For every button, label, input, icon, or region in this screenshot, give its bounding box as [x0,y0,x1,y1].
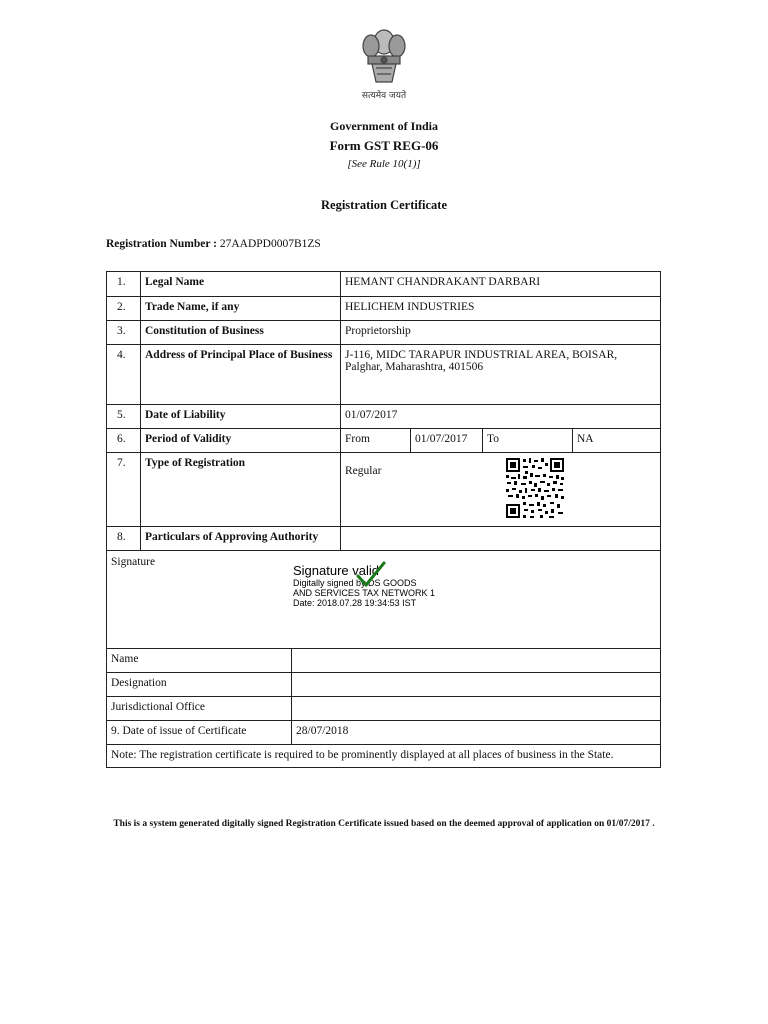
table-row-name [107,648,660,672]
government-heading: Government of India [330,119,438,133]
approving-authority-value [341,527,660,550]
row-number: 4. [107,345,141,404]
validity-from-value: 01/07/2017 [411,429,483,452]
address-line-1: J-116, MIDC TARAPUR INDUSTRIAL AREA, BOISAR, [345,349,618,361]
certificate-table [106,271,661,768]
validity-from-label: From [341,429,411,452]
table-row-address [107,344,660,404]
jurisdictional-office-value [292,697,660,720]
qr-code-icon [505,457,565,519]
table-row-legal-name [107,272,660,296]
registration-type: Regular [345,465,382,477]
table-row-type-of-registration [107,452,660,526]
row-label: Particulars of Approving Authority [141,527,341,550]
table-row-jurisdictional-office [107,696,660,720]
row-label: Address of Principal Place of Business [141,345,341,404]
name-label: Name [107,649,292,672]
digital-signature-block [293,563,533,608]
legal-name-value: HEMANT CHANDRAKANT DARBARI [345,276,541,288]
date-of-issue-label: 9. Date of issue of Certificate [107,721,292,744]
name-value [292,649,660,672]
signature-label: Signature [111,556,156,568]
trade-name-value: HELICHEM INDUSTRIES [345,301,475,313]
row-number: 1. [107,272,141,296]
constitution-value: Proprietorship [345,325,411,337]
address-line-2: Palghar, Maharashtra, 401506 [345,361,484,373]
display-note: Note: The registration certificate is required to be prominently displayed at all places of business in the State. [111,749,614,761]
table-row-note [107,744,660,768]
table-row-approving-authority [107,526,660,550]
table-row-trade-name [107,296,660,320]
row-label: Legal Name [141,272,341,296]
table-row-designation [107,672,660,696]
row-label: Constitution of Business [141,321,341,344]
signature-signer-line2: AND SERVICES TAX NETWORK 1 [293,588,436,598]
registration-number [106,238,321,250]
table-row-signature [107,550,660,648]
checkmark-icon [355,561,387,589]
row-label: Trade Name, if any [141,297,341,320]
designation-label: Designation [107,673,292,696]
type-of-registration-value [341,453,660,526]
table-row-date-of-liability [107,404,660,428]
designation-value [292,673,660,696]
row-number: 7. [107,453,141,526]
registration-number-label: Registration Number : [106,238,217,250]
row-number: 3. [107,321,141,344]
row-number: 8. [107,527,141,550]
row-number: 6. [107,429,141,452]
certificate-title: Registration Certificate [321,198,447,212]
signature-signer-line1: Digitally signed by DS GOODS [293,578,417,588]
address-value [341,345,660,404]
signature-date: Date: 2018.07.28 19:34:53 IST [293,598,417,608]
validity-to-label: To [483,429,573,452]
validity-to-value: NA [577,433,594,445]
date-of-liability-value: 01/07/2017 [345,409,398,421]
form-title: Form GST REG-06 [329,138,439,153]
row-number: 2. [107,297,141,320]
system-generated-footer: This is a system generated digitally signed Registration Certificate issued based on the deemed approval of application on 01/07/2017 . [113,819,655,829]
registration-number-value: 27AADPD0007B1ZS [219,238,321,250]
signature-status: Signature valid [293,563,379,578]
date-of-issue-value: 28/07/2018 [296,725,349,737]
table-row-constitution [107,320,660,344]
row-label: Period of Validity [141,429,341,452]
row-label: Type of Registration [141,453,341,526]
rule-reference: [See Rule 10(1)] [347,158,421,170]
table-row-date-of-issue [107,720,660,744]
jurisdictional-office-label: Jurisdictional Office [107,697,292,720]
emblem-motto: सत्यमेव जयते [361,91,407,101]
table-row-period-of-validity [107,428,660,452]
row-number: 5. [107,405,141,428]
row-label: Date of Liability [141,405,341,428]
